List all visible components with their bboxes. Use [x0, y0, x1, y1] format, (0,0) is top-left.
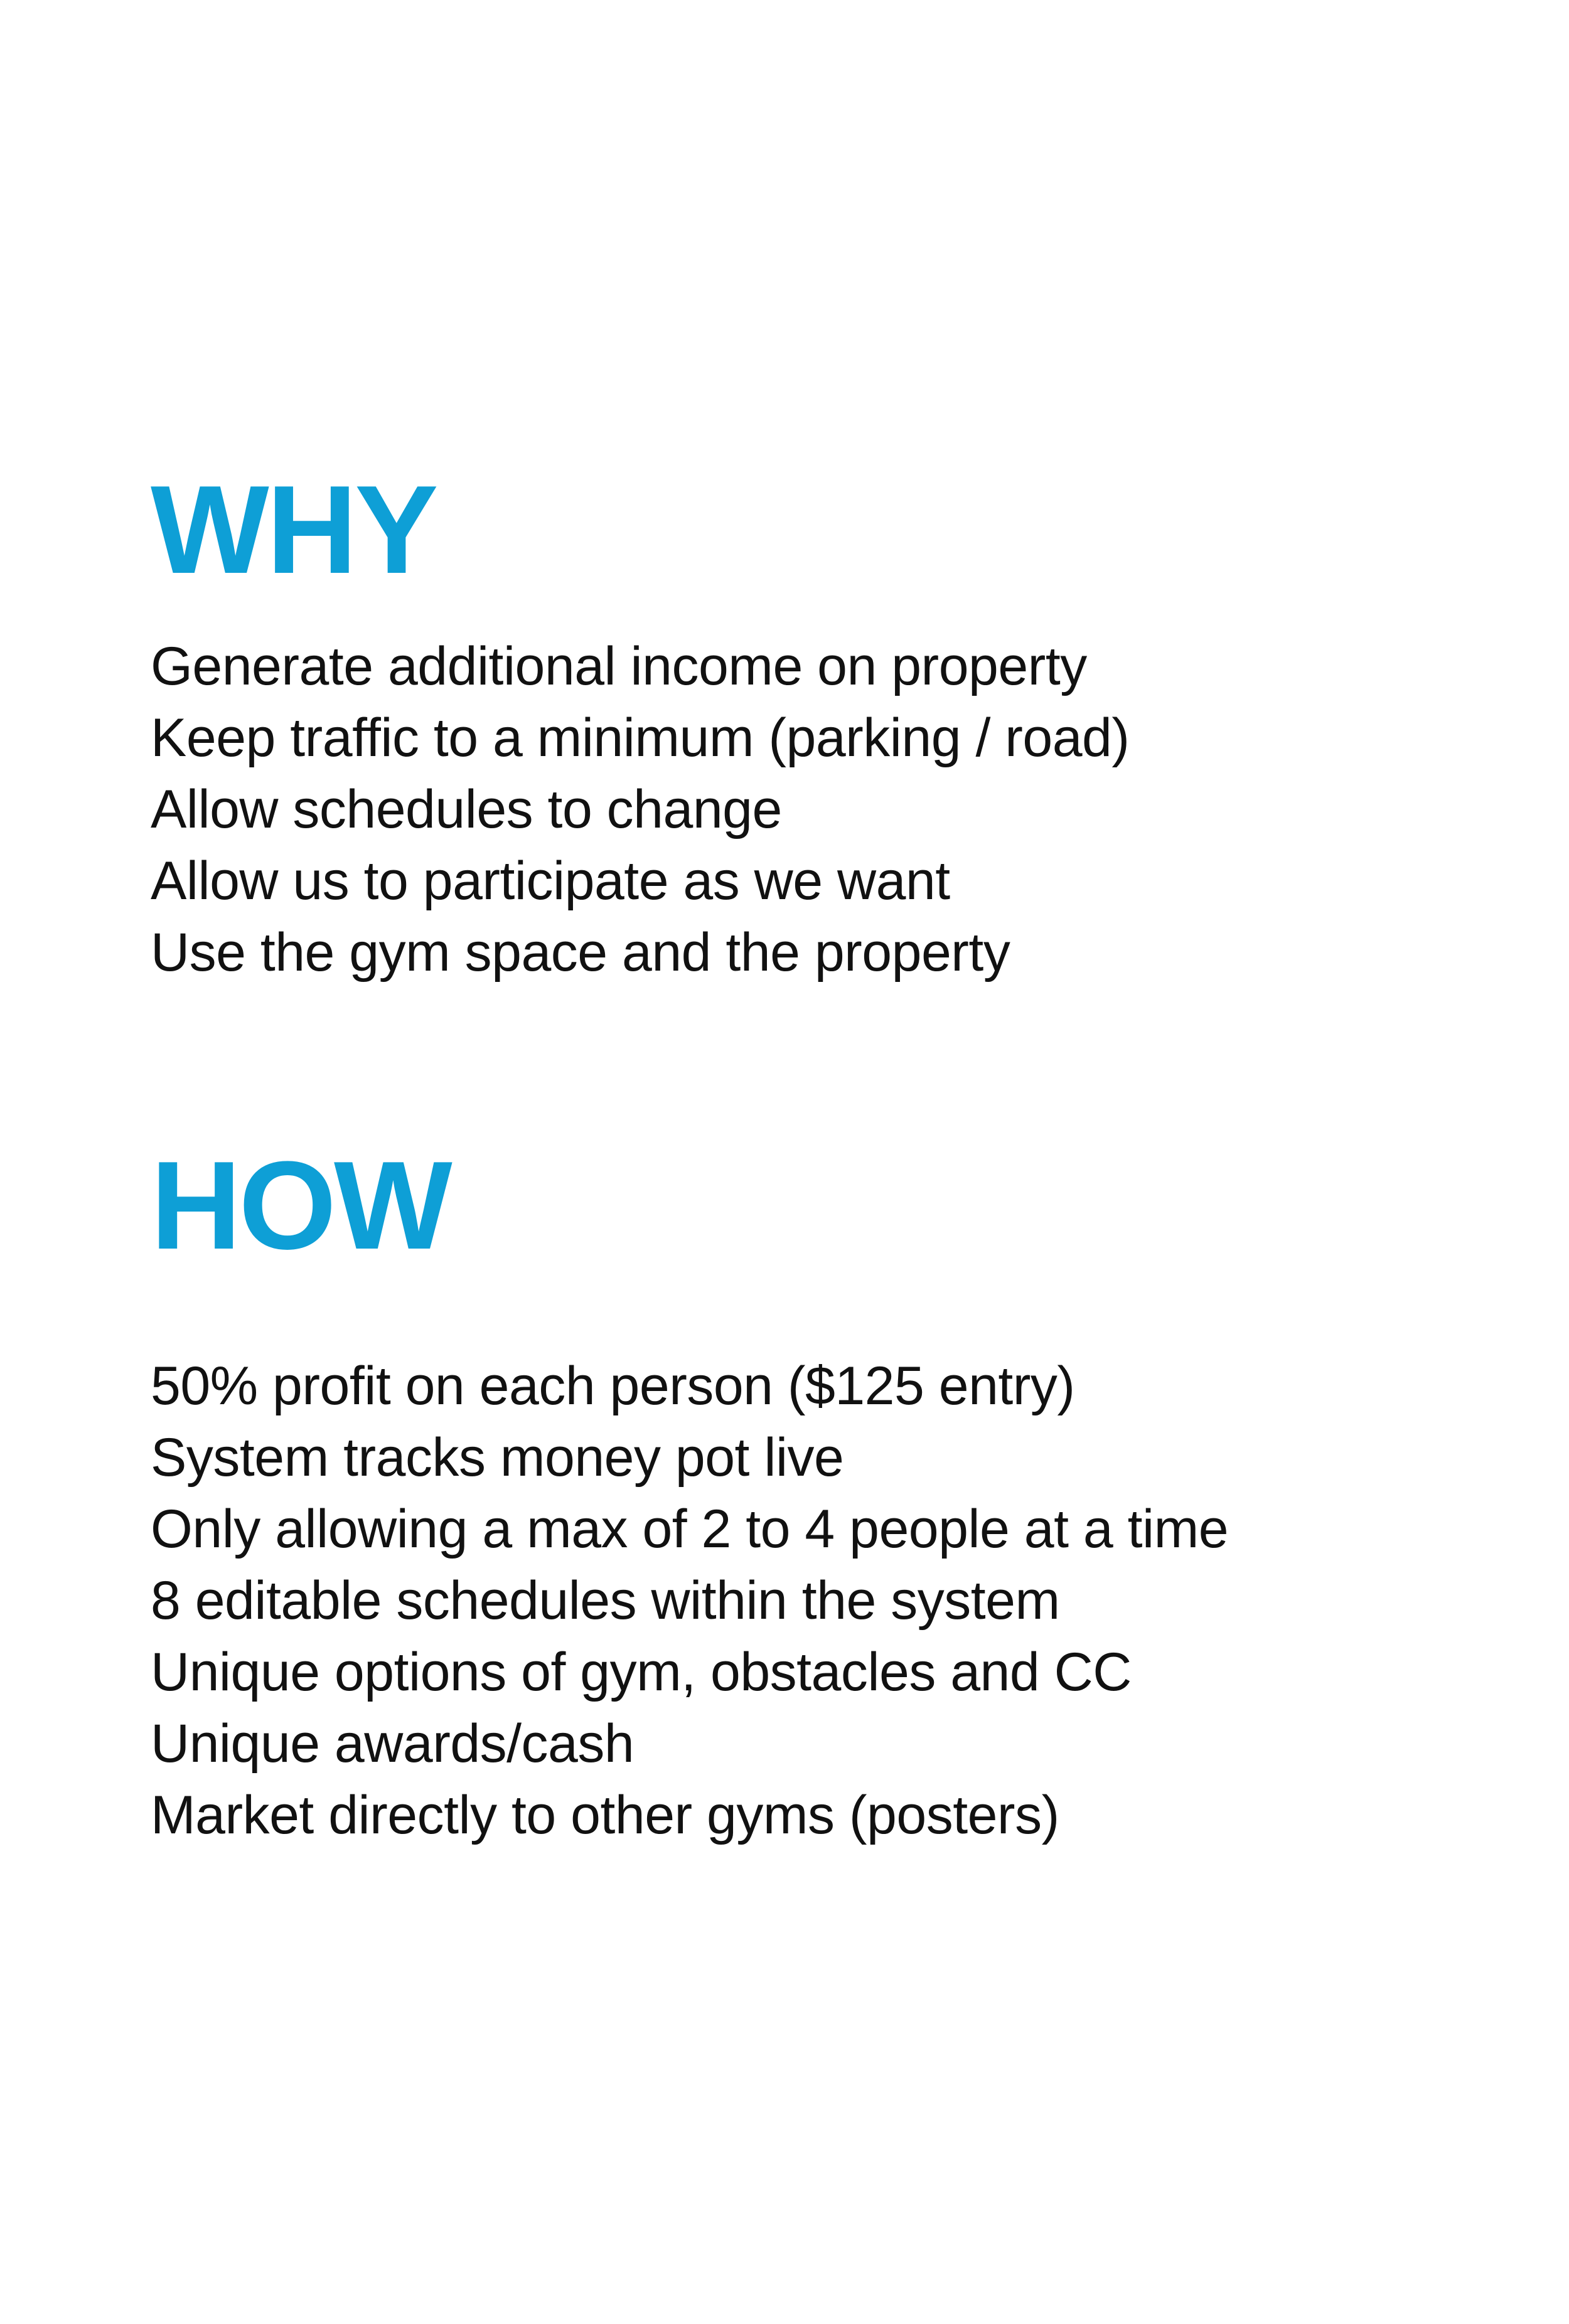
why-section — [151, 460, 1469, 988]
how-item-profit: 50% profit on each person ($125 entry) — [151, 1356, 1075, 1416]
why-item-gym-space: Use the gym space and the property — [151, 922, 1010, 983]
how-item-options: Unique options of gym, obstacles and CC — [151, 1642, 1132, 1702]
how-list — [151, 1350, 1469, 1851]
why-item-traffic: Keep traffic to a minimum (parking / road) — [151, 708, 1130, 768]
how-item-max-people: Only allowing a max of 2 to 4 people at a time — [151, 1499, 1229, 1559]
how-heading: HOW — [151, 1136, 450, 1276]
why-item-participate: Allow us to participate as we want — [151, 851, 950, 911]
how-item-awards: Unique awards/cash — [151, 1714, 635, 1774]
how-item-money-pot: System tracks money pot live — [151, 1427, 844, 1488]
why-item-schedules: Allow schedules to change — [151, 779, 782, 840]
why-item-income: Generate additional income on property — [151, 636, 1087, 696]
why-heading: WHY — [151, 460, 436, 600]
how-item-market: Market directly to other gyms (posters) — [151, 1785, 1059, 1845]
how-section — [151, 1136, 1469, 1851]
how-item-schedules: 8 editable schedules within the system — [151, 1570, 1060, 1631]
why-list — [151, 631, 1469, 988]
